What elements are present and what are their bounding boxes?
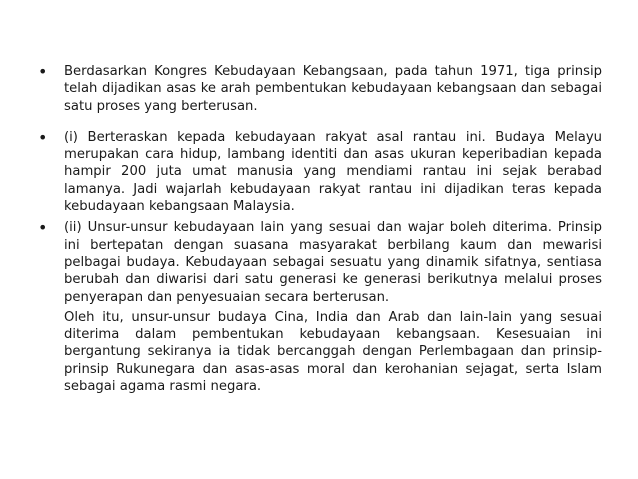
bullet-text: (i) Berteraskan kepada kebudayaan rakyat asal rantau ini. Budaya Melayu merupakan cara hidup, lambang identiti dan asas ukuran keperibadian kepada hampir 200 juta umat manusia yang mendiami rantau ini sejak berabad lamanya. Jadi wajarlah kebudayaan rakyat rantau ini dijadikan teras kepada kebudayaan kebangsaan Malaysia. — [64, 129, 602, 215]
bullet-icon: • — [38, 218, 48, 238]
bullet-item-principle-2 — [38, 219, 602, 395]
bullet-list — [38, 63, 602, 395]
bullet-item-principle-1 — [38, 129, 602, 215]
bullet-text: Berdasarkan Kongres Kebudayaan Kebangsaan, pada tahun 1971, tiga prinsip telah dijadikan asas ke arah pembentukan kebudayaan kebangsaan dan sebagai satu proses yang berterusan. — [64, 64, 602, 114]
bullet-item-congress — [38, 63, 602, 115]
bullet-icon: • — [38, 62, 48, 81]
bullet-continuation-text: Oleh itu, unsur-unsur budaya Cina, India dan Arab dan lain-lain yang sesuai diterima dalam pembentukan kebudayaan kebangsaan. Kesesuaian ini bergantung sekiranya ia tidak bercanggah dengan Perlembagaan dan prinsip-prinsip Rukunegara dan asas-asas moral dan kerohanian sejagat, serta Islam sebagai agama rasmi negara. — [64, 309, 602, 395]
bullet-text: (ii) Unsur-unsur kebudayaan lain yang sesuai dan wajar boleh diterima. Prinsip ini bertepatan dengan suasana masyarakat berbilang kaum dan mewarisi pelbagai budaya. Kebudayaan sebagai sesuatu yang dinamik sifatnya, sentiasa berubah dan diwarisi dari satu generasi ke generasi berikutnya melalui proses penyerapan dan penyesuaian secara berterusan. — [64, 220, 602, 305]
bullet-icon: • — [38, 127, 48, 147]
